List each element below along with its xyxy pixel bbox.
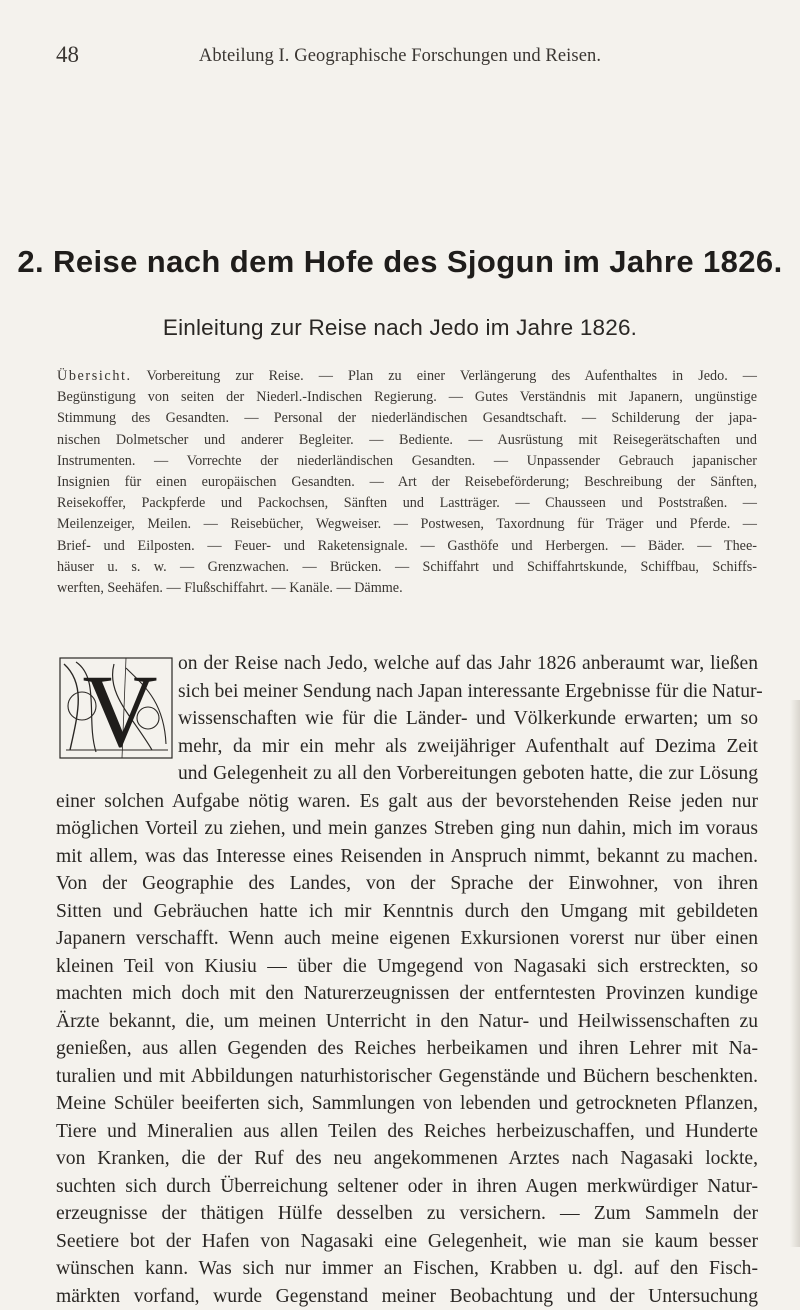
body-line: Japanern verschafft. Wenn auch meine eigenen Exkursionen vorerst nur über einen bbox=[56, 925, 758, 953]
body-line: Seetiere bot der Hafen von Nagasaki eine Gelegenheit, wie man sie kaum besser bbox=[56, 1228, 758, 1256]
body-line: Tiere und Mineralien aus allen Teilen des Reiches herbeizuschaffen, und Hunderte bbox=[56, 1118, 758, 1146]
body-line: Sitten und Gebräuchen hatte ich mir Kenntnis durch den Umgang mit gebildeten bbox=[56, 898, 758, 926]
summary-line: Brief- und Eilposten. — Feuer- und Raketensignale. — Gasthöfe und Herbergen. — Bäder. — Thee- bbox=[57, 536, 757, 557]
summary-line: nischen Dolmetscher und anderer Begleiter. — Bediente. — Ausrüstung mit Reisegerätschaften und bbox=[57, 430, 757, 451]
body-line: suchten sich durch Überreichung seltener oder in ihren Augen merkwürdiger Natur- bbox=[56, 1173, 758, 1201]
summary-lead: Übersicht. bbox=[57, 368, 132, 384]
summary-line: Stimmung des Gesandten. — Personal der niederländischen Gesandtschaft. — Schilderung der japa- bbox=[57, 408, 757, 429]
summary-line: Reisekoffer, Packpferde und Packochsen, Sänften und Lastträger. — Chausseen und Poststraßen. — bbox=[57, 493, 757, 514]
body-line: Ärzte bekannt, die, um meinen Unterricht in den Natur- und Heilwissenschaften zu bbox=[56, 1008, 758, 1036]
body-line: kleinen Teil von Kiusiu — über die Umgegend von Nagasaki sich erstreckten, so bbox=[56, 953, 758, 981]
body-line: von Kranken, die der Ruf des neu angekommenen Arztes nach Nagasaki lockte, bbox=[56, 1145, 758, 1173]
summary-line: Meilenzeiger, Meilen. — Reisebücher, Wegweiser. — Postwesen, Taxordnung für Träger und Pferde. — bbox=[57, 514, 757, 535]
body-line: Von der Geographie des Landes, von der Sprache der Einwohner, von ihren bbox=[56, 870, 758, 898]
summary-line: Insignien für einen europäischen Gesandten. — Art der Reisebeförderung; Beschreibung der Sänften, bbox=[57, 472, 757, 493]
summary-line bbox=[57, 366, 757, 387]
section-title: Einleitung zur Reise nach Jedo im Jahre 1826. bbox=[0, 315, 800, 341]
body-line: wünschen kann. Was sich nur immer an Fischen, Krabben u. dgl. auf den Fisch- bbox=[56, 1255, 758, 1283]
summary-line-text: Vorbereitung zur Reise. — Plan zu einer Verlängerung des Aufenthaltes in Jedo. — bbox=[132, 368, 757, 384]
body-line: genießen, aus allen Gegenden des Reiches herbeikamen und ihren Lehrer mit Na- bbox=[56, 1035, 758, 1063]
summary-line: häuser u. s. w. — Grenzwachen. — Brücken. — Schiffahrt und Schiffahrtskunde, Schiffbau, Schiffs- bbox=[57, 557, 757, 578]
body-line: mit allem, was das Interesse eines Reisenden in Anspruch nimmt, bekannt zu machen. bbox=[56, 843, 758, 871]
summary-line: werften, Seehäfen. — Flußschiffahrt. — Kanäle. — Dämme. bbox=[57, 578, 757, 599]
summary-line: Instrumenten. — Vorrechte der niederländischen Gesandten. — Unpassender Gebrauch japanischer bbox=[57, 451, 757, 472]
body-line: möglichen Vorteil zu ziehen, und mein ganzes Streben ging nun dahin, mich im voraus bbox=[56, 815, 758, 843]
body-text bbox=[56, 650, 758, 1310]
body-line: mehr, da mir ein mehr als zweijähriger Aufenthalt auf Dezima Zeit bbox=[56, 733, 758, 761]
chapter-title: 2. Reise nach dem Hofe des Sjogun im Jahre 1826. bbox=[0, 244, 800, 280]
chapter-summary bbox=[57, 366, 757, 599]
body-line: erzeugnisse der thätigen Hülfe desselben zu versichern. — Zum Sammeln der bbox=[56, 1200, 758, 1228]
body-line: und Gelegenheit zu all den Vorbereitungen geboten hatte, die zur Lösung bbox=[56, 760, 758, 788]
body-line: on der Reise nach Jedo, welche auf das Jahr 1826 anberaumt war, ließen bbox=[56, 650, 758, 678]
body-line: Meine Schüler beeiferten sich, Sammlungen von lebenden und getrockneten Pflanzen, bbox=[56, 1090, 758, 1118]
page-edge-shadow bbox=[790, 700, 800, 1247]
body-line: märkten vorfand, wurde Gegenstand meiner Beobachtung und der Untersuchung bbox=[56, 1283, 758, 1310]
body-line: sich bei meiner Sendung nach Japan interessante Ergebnisse für die Natur- bbox=[56, 678, 758, 706]
summary-line: Begünstigung von seiten der Niederl.-Indischen Regierung. — Gutes Verständnis mit Japanern, ungünstige bbox=[57, 387, 757, 408]
body-line: turalien und mit Abbildungen naturhistorischer Gegenstände und Büchern beschenkten. bbox=[56, 1063, 758, 1091]
body-line: einer solchen Aufgabe nötig waren. Es galt aus der bevorstehenden Reise jeden nur bbox=[56, 788, 758, 816]
running-head: Abteilung I. Geographische Forschungen und Reisen. bbox=[0, 46, 800, 67]
initial-letter: V bbox=[82, 654, 157, 762]
page-number: 48 bbox=[56, 42, 79, 68]
body-line: wissenschaften wie für die Länder- und Völkerkunde erwarten; um so bbox=[56, 705, 758, 733]
body-line: machten mich doch mit den Naturerzeugnissen der entferntesten Provinzen kundige bbox=[56, 980, 758, 1008]
